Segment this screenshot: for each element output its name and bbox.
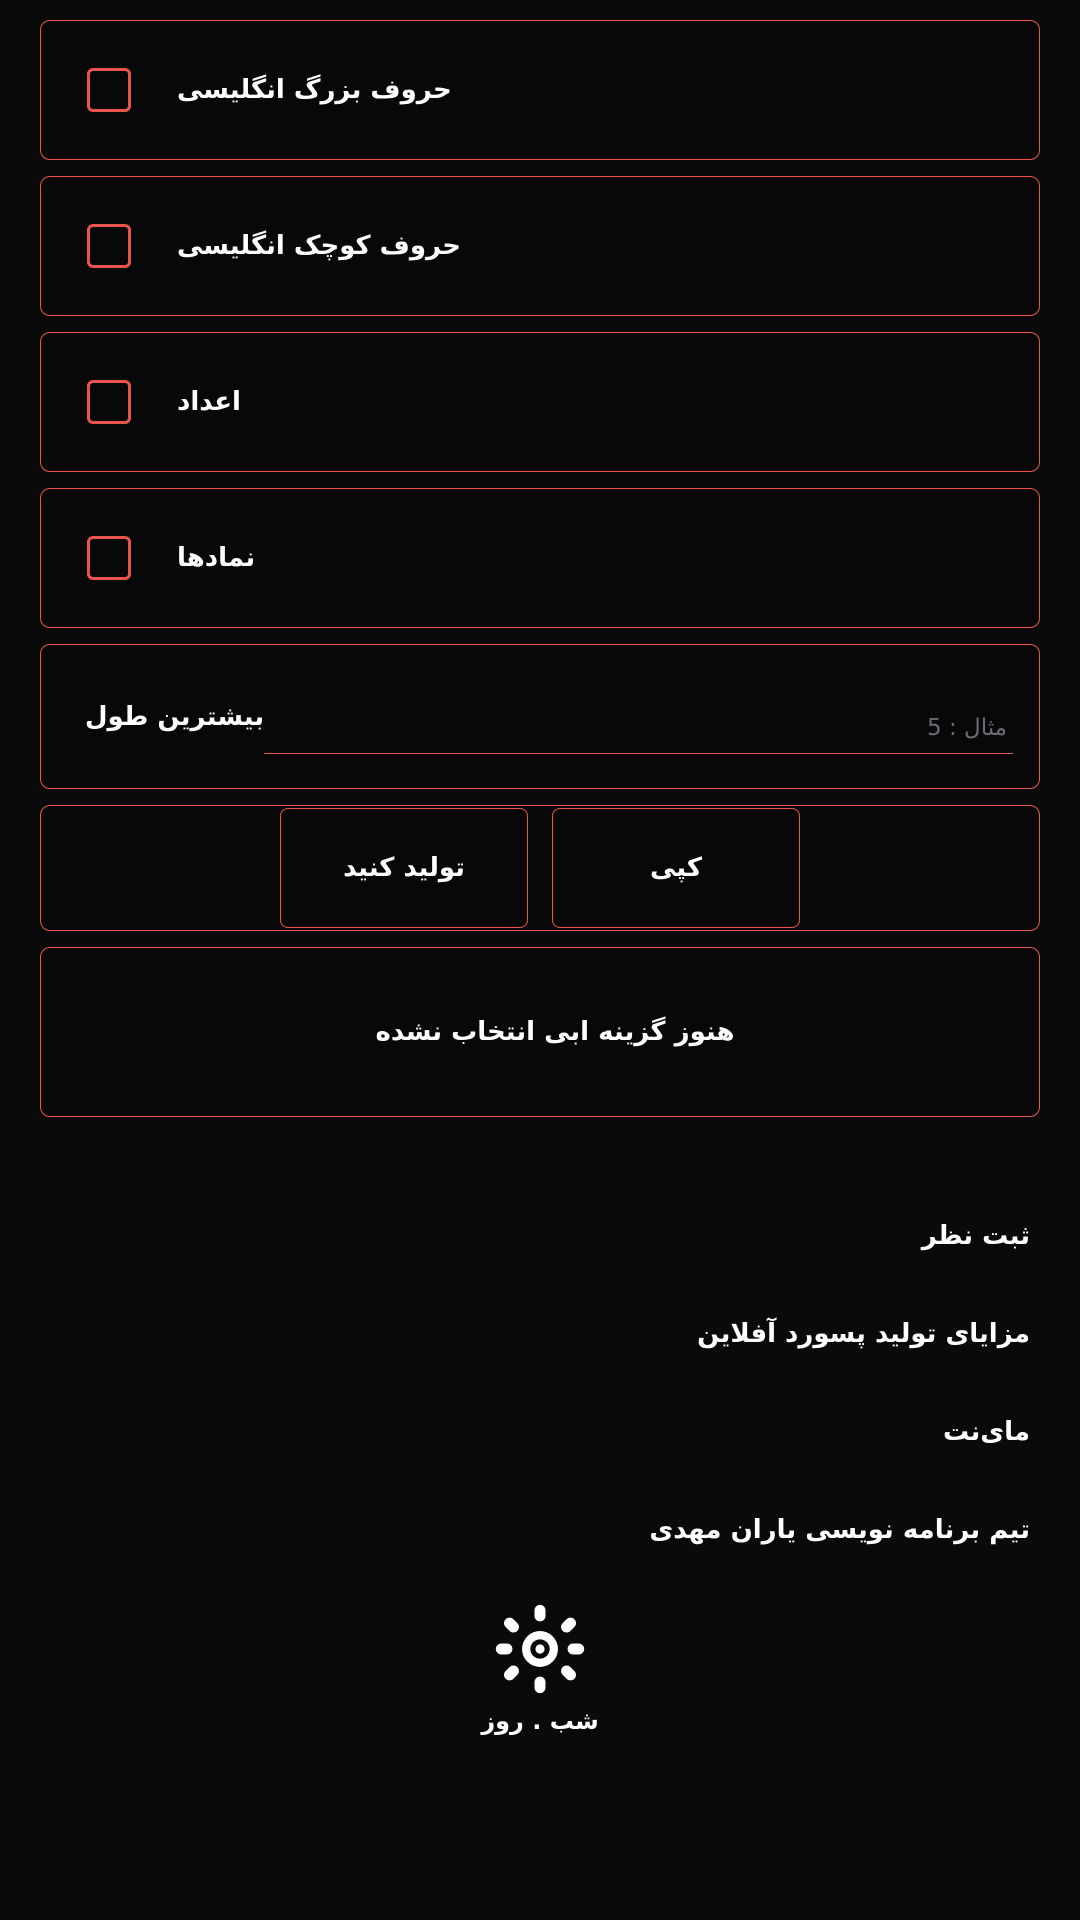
sun-icon[interactable] bbox=[494, 1603, 586, 1695]
link-item-benefits[interactable]: مزایای تولید پسورد آفلاین bbox=[697, 1319, 1030, 1349]
link-item-feedback[interactable]: ثبت نظر bbox=[921, 1221, 1030, 1251]
checkbox-lowercase[interactable] bbox=[87, 224, 131, 268]
checkbox-symbols[interactable] bbox=[87, 536, 131, 580]
length-input-wrap bbox=[264, 680, 1013, 754]
length-card bbox=[40, 644, 1040, 789]
copy-button[interactable]: کپی bbox=[552, 808, 800, 928]
actions-card bbox=[40, 805, 1040, 931]
link-item-mynet[interactable]: مای‌نت bbox=[943, 1417, 1030, 1447]
checkbox-numbers[interactable] bbox=[87, 380, 131, 424]
option-label-numbers: اعداد bbox=[177, 387, 241, 417]
result-text: هنوز گزینه ابی انتخاب نشده bbox=[375, 1017, 735, 1047]
result-card bbox=[40, 947, 1040, 1117]
length-label: بیشترین طول bbox=[85, 701, 265, 732]
option-row-symbols[interactable] bbox=[40, 488, 1040, 628]
theme-toggle[interactable] bbox=[40, 1603, 1040, 1735]
length-input[interactable] bbox=[264, 715, 1013, 754]
link-list bbox=[40, 1187, 1040, 1579]
option-row-numbers[interactable] bbox=[40, 332, 1040, 472]
option-row-lowercase[interactable] bbox=[40, 176, 1040, 316]
theme-toggle-label: شب . روز bbox=[481, 1707, 599, 1735]
checkbox-uppercase[interactable] bbox=[87, 68, 131, 112]
option-label-symbols: نمادها bbox=[177, 543, 256, 573]
option-row-uppercase[interactable] bbox=[40, 20, 1040, 160]
option-label-lowercase: حروف کوچک انگلیسی bbox=[177, 231, 461, 261]
generate-button[interactable]: تولید کنید bbox=[280, 808, 528, 928]
link-item-team[interactable]: تیم برنامه نویسی یاران مهدی bbox=[649, 1515, 1030, 1545]
option-label-uppercase: حروف بزرگ انگلیسی bbox=[177, 75, 452, 105]
